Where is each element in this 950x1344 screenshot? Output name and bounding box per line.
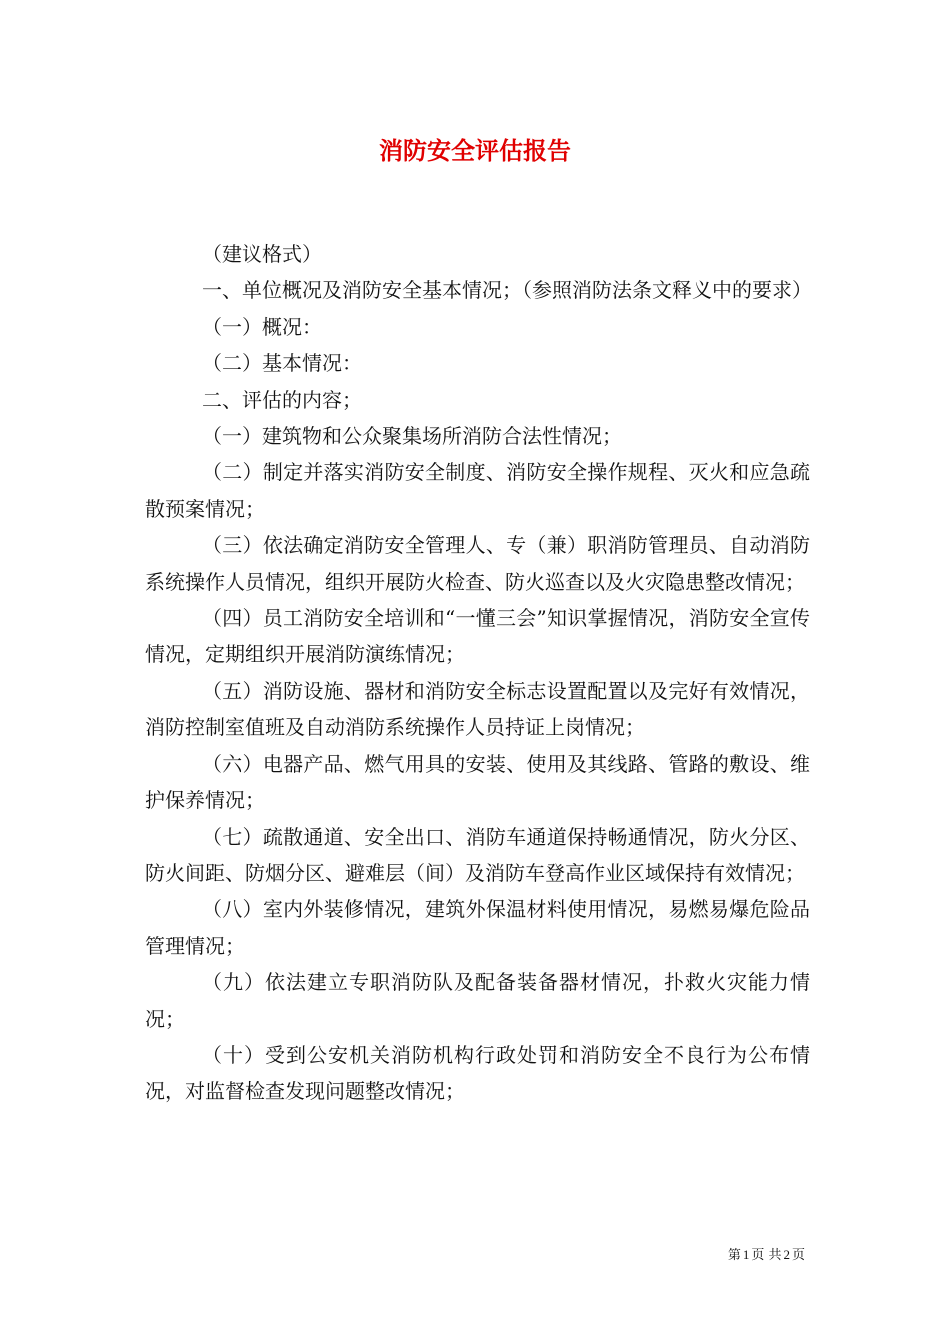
total-page-count: 2: [783, 1247, 790, 1262]
paragraph: （三）依法确定消防安全管理人、专（兼）职消防管理员、自动消防系统操作人员情况，组织开展防火检查、防火巡查以及火灾隐患整改情况；: [145, 533, 810, 594]
paragraph: （七）疏散通道、安全出口、消防车通道保持畅通情况，防火分区、防火间距、防烟分区、避难层（间）及消防车登高作业区域保持有效情况；: [145, 824, 810, 885]
paragraph: 一、单位概况及消防安全基本情况；（参照消防法条文释义中的要求）: [202, 278, 812, 303]
current-page-number: 1: [742, 1247, 750, 1262]
paragraph: （二）基本情况：: [202, 351, 362, 376]
paragraph: （八）室内外装修情况，建筑外保温材料使用情况，易燃易爆危险品管理情况；: [145, 897, 810, 958]
paragraph: （二）制定并落实消防安全制度、消防安全操作规程、灭火和应急疏散预案情况；: [145, 460, 810, 521]
page-number-footer: [728, 1246, 805, 1265]
paragraph: （一）概况：: [202, 314, 322, 339]
footer-suffix: 页: [791, 1248, 805, 1263]
paragraph: （一）建筑物和公众聚集场所消防合法性情况；: [202, 424, 622, 449]
footer-prefix: 第: [727, 1248, 741, 1263]
footer-middle: 页 共: [751, 1248, 782, 1263]
paragraph: （四）员工消防安全培训和“一懂三会”知识掌握情况，消防安全宣传情况，定期组织开展消防演练情况；: [145, 606, 810, 667]
paragraph: 二、评估的内容；: [202, 387, 362, 412]
document-body: [145, 236, 810, 1110]
paragraph: （九）依法建立专职消防队及配备装备器材情况，扑救火灾能力情况；: [145, 970, 810, 1031]
paragraph: （十）受到公安机关消防机构行政处罚和消防安全不良行为公布情况，对监督检查发现问题整改情况；: [145, 1042, 810, 1104]
paragraph: （六）电器产品、燃气用具的安装、使用及其线路、管路的敷设、维护保养情况；: [145, 751, 810, 813]
document-title: 消防安全评估报告: [379, 136, 571, 165]
paragraph: （建议格式）: [202, 242, 322, 266]
paragraph: （五）消防设施、器材和消防安全标志设置配置以及完好有效情况，消防控制室值班及自动消防系统操作人员持证上岗情况；: [145, 678, 810, 740]
